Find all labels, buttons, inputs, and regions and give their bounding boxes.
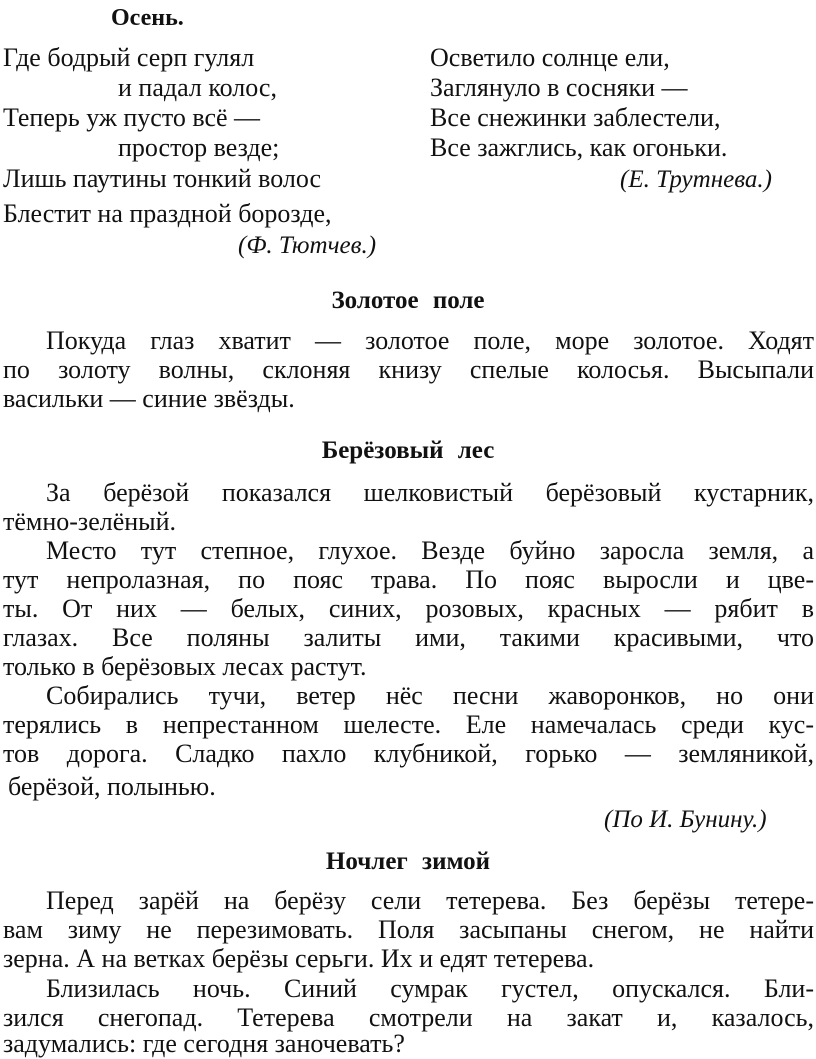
paragraph-line: глазах. Все поляны залиты ими, такими красивыми, что [3,623,814,652]
section-author: (По И. Бунину.) [604,806,767,833]
poem-line: Заглянуло в сосняки — [430,73,688,102]
poem-line: Все снежинки заблестели, [430,103,721,132]
poem-line: Все зажглись, как огоньки. [430,133,728,162]
paragraph-line: тёмно-зелёный. [3,507,177,536]
paragraph-line: вам зиму не перезимовать. Поля засыпаны снегом, не найти [3,915,814,944]
paragraph-line: только в берёзовых лесах растут. [3,652,367,681]
poem-line: Где бодрый серп гулял [3,43,255,72]
paragraph-line: зился снегопад. Тетерева смотрели на закат и, казалось, [3,1003,814,1032]
paragraph-line: тут непролазная, по пояс трава. По пояс выросли и цве- [3,565,814,594]
paragraph-line: тов дорога. Сладко пахло клубникой, горько — земляникой, [3,739,814,768]
paragraph-line: ты. От них — белых, синих, розовых, красных — рябит в [3,594,814,623]
poem-line: Блестит на праздной борозде, [3,199,332,228]
paragraph-line: по золоту волны, склоняя книзу спелые колосья. Высыпали [3,355,814,384]
poem-line: простор везде; [118,133,280,162]
poem-author: (Е. Трутнева.) [620,166,772,193]
poem-line: Лишь паутины тонкий волос [3,164,322,193]
paragraph-line: Близилась ночь. Синий сумрак густел, опускался. Бли- [46,974,814,1003]
poem-author: (Ф. Тютчев.) [238,232,377,259]
paragraph-line: зерна. А на ветках берёзы серьги. Их и едят тетерева. [3,944,595,973]
paragraph-line: задумались: где сегодня заночевать? [3,1029,405,1058]
paragraph-line: Покуда глаз хватит — золотое поле, море золотое. Ходят [46,326,814,355]
section-heading: Ночлег зимой [325,848,491,875]
poem-line: Теперь уж пусто всё — [3,103,261,132]
paragraph-line: терялись в непрестанном шелесте. Еле намечалась среди кус- [3,710,814,739]
paragraph-line: Собирались тучи, ветер нёс песни жаворонков, но они [46,681,814,710]
paragraph-line: Перед зарёй на берёзу сели тетерева. Без берёзы тетере- [46,886,814,915]
poem-line: Осветило солнце ели, [430,43,670,72]
section-heading: Золотое поле [331,287,485,314]
paragraph-line: васильки — синие звёзды. [3,384,295,413]
poem-title: Осень. [111,5,184,31]
section-heading: Берёзовый лес [321,437,495,464]
paragraph-line: За берёзой показался шелковистый берёзовый кустарник, [46,478,814,507]
poem-line: и падал колос, [118,73,277,102]
paragraph-line: берёзой, полынью. [8,772,216,801]
paragraph-line: Место тут степное, глухое. Везде буйно заросла земля, а [46,536,814,565]
